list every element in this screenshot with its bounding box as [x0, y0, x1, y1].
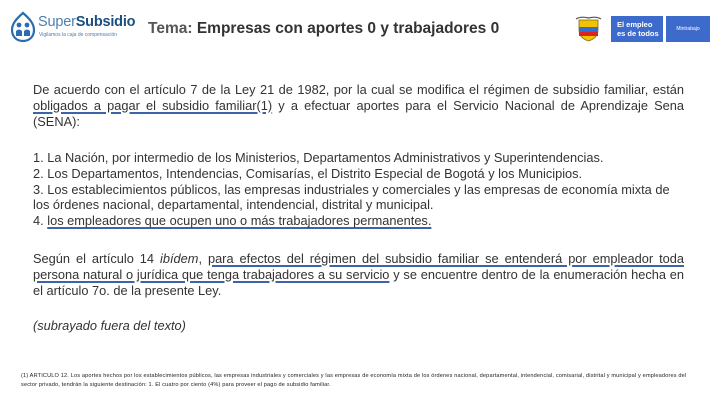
underlined-text: para efectos del régimen del subsidio familiar se entenderá por empleador toda persona natural o jurídica que tenga trabajadores a su servicio — [33, 251, 684, 282]
supersubsidio-logo[interactable] — [8, 9, 138, 45]
paragraph-intro: De acuerdo con el artículo 7 de la Ley 21 de 1982, por la cual se modifica el régimen de subsidio familiar, están obligados a pagar el subsidio familiar(1) y a efectuar aportes para el Servicio Nacional de Aprendizaje Sena (SENA): — [33, 82, 685, 129]
list-item: 1. La Nación, por intermedio de los Ministerios, Departamentos Administrativos y Superintendencias. — [33, 150, 604, 165]
family-icon — [10, 11, 36, 43]
footnote: (1) ARTICULO 12. Los aportes hechos por los establecimientos públicos, las empresas industriales y comerciales y las empresas de economía mixta de los órdenes nacional, departamental, intendencial, comisarial, distrital y municipal y empleadores del sector privado, tendrán la siguiente destinación: 1. El cuatro por ciento (4%) para proveer el pago de subsidio familiar. — [21, 373, 687, 388]
page-title: Tema: Empresas con aportes 0 y trabajadores 0 — [148, 20, 500, 37]
mintrabajo-logo: Mintrabajo — [666, 16, 710, 42]
coat-of-arms-icon — [575, 16, 602, 42]
logo-wordmark: SuperSubsidio — [38, 14, 136, 30]
empleo-de-todos-logo: El empleo es de todos — [611, 16, 663, 42]
entity-list — [33, 150, 684, 229]
logo-tagline: Vigilamos la caja de compensación — [39, 32, 118, 38]
emphasis-note: (subrayado fuera del texto) — [33, 318, 186, 333]
list-item: 4. los empleadores que ocupen uno o más trabajadores permanentes. — [33, 213, 432, 229]
list-item: 2. Los Departamentos, Intendencias, Comisarías, el Distrito Especial de Bogotá y los Municipios. — [33, 165, 583, 181]
paragraph-article-14: Según el artículo 14 ibídem, para efectos del régimen del subsidio familiar se entenderá por empleador toda persona natural o jurídica que tenga trabajadores a su servicio y se encuentre dentro de la enumeración hecha en el artículo 7o. de la presente Ley. — [33, 251, 684, 298]
colombia-crest-logo — [575, 16, 602, 42]
underlined-text: los empleadores que ocupen uno o más trabajadores permanentes. — [47, 213, 432, 229]
header — [0, 0, 720, 58]
list-item: 3. Los establecimientos públicos, las empresas industriales y comerciales y las empresas de economía mixta de los órdenes nacional, departamental, intendencial, distrital y municipal. — [33, 181, 670, 213]
underlined-text: obligados a pagar el subsidio familiar(1) — [33, 97, 273, 113]
